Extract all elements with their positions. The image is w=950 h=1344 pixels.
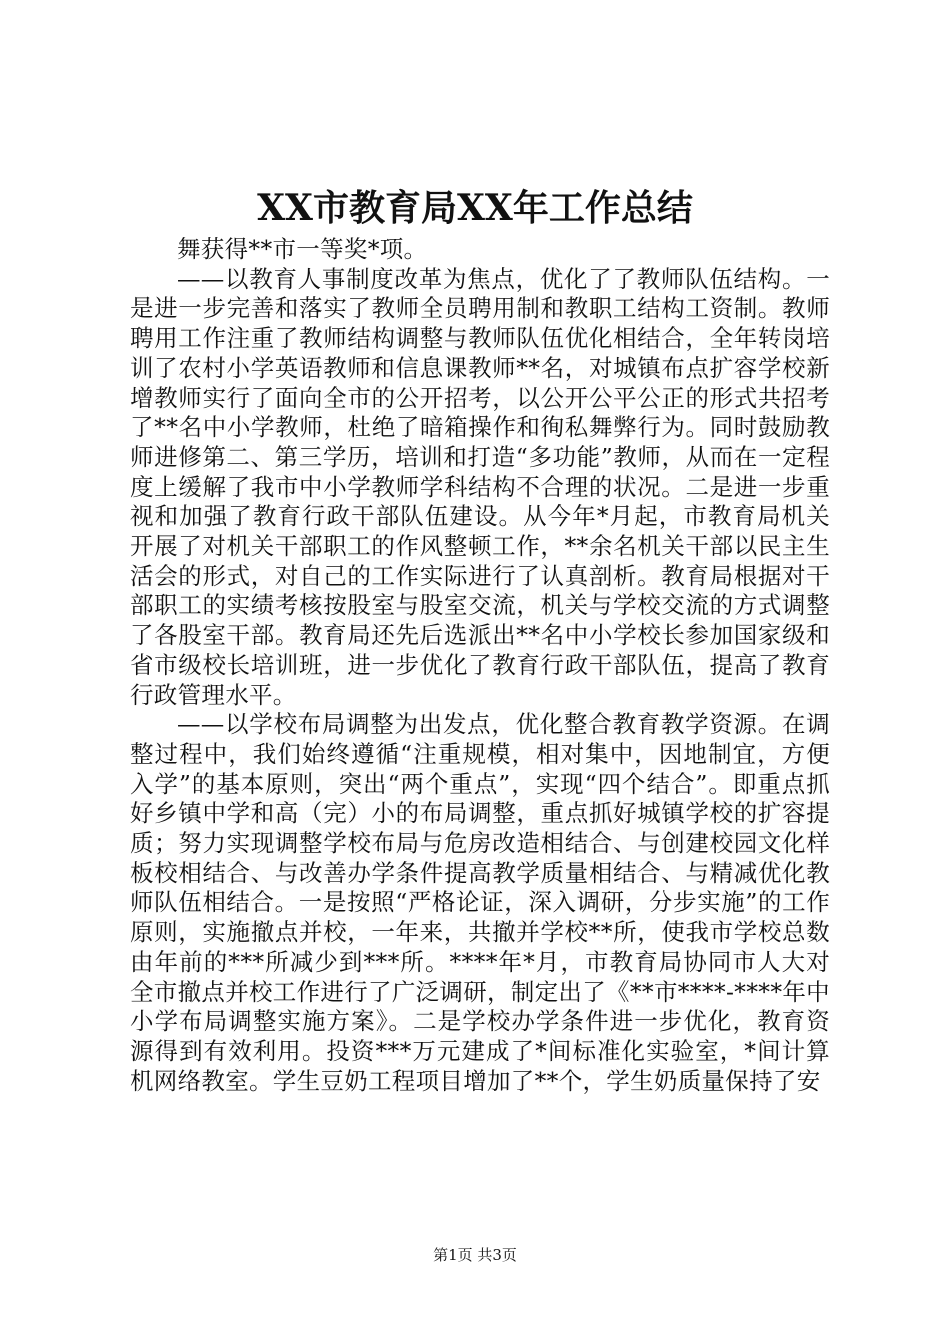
document-body	[130, 235, 830, 1096]
paragraph: ——以学校布局调整为出发点，优化整合教育教学资源。在调整过程中，我们始终遵循“注重规模，相对集中，因地制宜，方便入学”的基本原则，突出“两个重点”，实现“四个结合”。即重点抓好乡镇中学和高（完）小的布局调整，重点抓好城镇学校的扩容提质；努力实现调整学校布局与危房改造相结合、与创建校园文化样板校相结合、与改善办学条件提高教学质量相结合、与精减优化教师队伍相结合。一是按照“严格论证，深入调研，分步实施”的工作原则，实施撤点并校，一年来，共撤并学校**所，使我市学校总数由年前的***所减少到***所。****年*月，市教育局协同市人大对全市撤点并校工作进行了广泛调研，制定出了《**市****-****年中小学布局调整实施方案》。二是学校办学条件进一步优化，教育资源得到有效利用。投资***万元建成了*间标准化实验室，*间计算机网络教室。学生豆奶工程项目增加了**个，学生奶质量保持了安	[130, 710, 830, 1095]
paragraph: 舞获得**市一等奖*项。	[177, 235, 428, 263]
page-footer: 第1页 共3页	[433, 1246, 517, 1264]
document-title: XX市教育局XX年工作总结	[257, 187, 693, 229]
paragraph: ——以教育人事制度改革为焦点，优化了了教师队伍结构。一是进一步完善和落实了教师全员聘用制和教职工结构工资制。教师聘用工作注重了教师结构调整与教师队伍优化相结合，全年转岗培训了农村小学英语教师和信息课教师**名，对城镇布点扩容学校新增教师实行了面向全市的公开招考，以公开公平公正的形式共招考了**名中小学教师，杜绝了暗箱操作和徇私舞弊行为。同时鼓励教师进修第二、第三学历，培训和打造“多功能”教师，从而在一定程度上缓解了我市中小学教师学科结构不合理的状况。二是进一步重视和加强了教育行政干部队伍建设。从今年*月起，市教育局机关开展了对机关干部职工的作风整顿工作，**余名机关干部以民主生活会的形式，对自己的工作实际进行了认真剖析。教育局根据对干部职工的实绩考核按股室与股室交流，机关与学校交流的方式调整了各股室干部。教育局还先后选派出**名中小学校长参加国家级和省市级校长培训班，进一步优化了教育行政干部队伍，提高了教育行政管理水平。	[130, 264, 830, 709]
